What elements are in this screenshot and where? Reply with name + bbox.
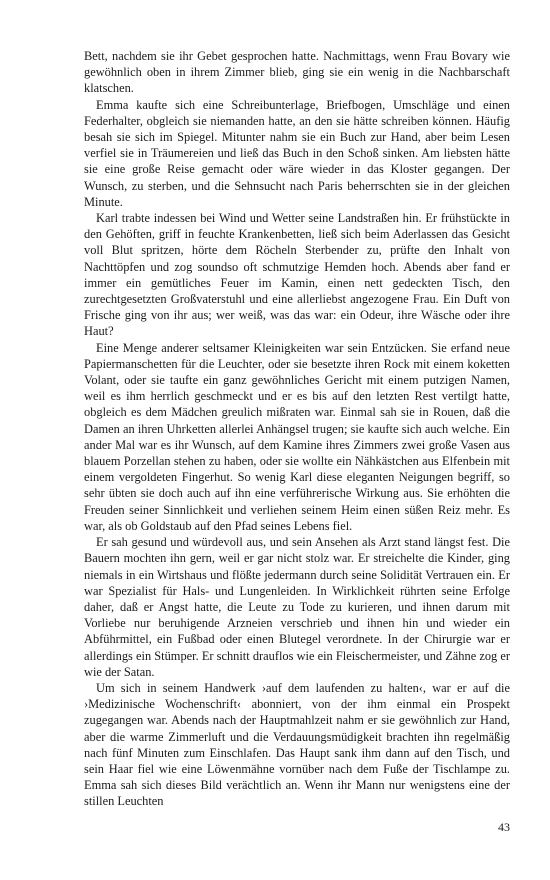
paragraph: Karl trabte indessen bei Wind und Wetter seine Landstraßen hin. Er frühstückte in den Gehöften, griff in feuchte Krankenbetten, ließ sich beim Aderlassen das Gesicht voll Blut spritzen, hörte dem Röcheln Sterbender zu, prüfte den Inhalt von Nachttöpfen und zog soundso oft schmutzige Hemden hoch. Abends aber fand er immer ein gemütliches Feuer im Kamin, einen nett gedeckten Tisch, den zurechtgesetzten Großvaterstuhl und eine allerliebst angezogene Frau. Ein Duft von Frische ging von ihr aus; wer weiß, was das war: ein Odeur, ihre Wäsche oder ihre Haut? (84, 211, 510, 339)
paragraph: Er sah gesund und würdevoll aus, und sein Ansehen als Arzt stand längst fest. Die Bauern mochten ihn gern, weil er gar nicht stolz war. Er streichelte die Kinder, ging niemals in ein Wirtshaus und flößte jedermann durch seine Solidität Vertrauen ein. Er war Spezialist für Hals- und Lungenleiden. In Wirklichkeit rührten seine Erfolge daher, daß er Angst hatte, die Leute zu Tode zu kurieren, und ihnen darum mit Vorliebe nur beruhigende Arzneien verschrieb und ihnen hin und wieder ein Abführmittel, ein Fußbad oder einen Blutegel verordnete. In der Chirurgie war er allerdings ein Stümper. Er schnitt drauflos wie ein Fleischermeister, und Zähne zog er wie der Satan. (84, 535, 510, 679)
paragraph: Emma kaufte sich eine Schreibunterlage, Briefbogen, Umschläge und einen Federhalter, obgleich sie niemanden hatte, an den sie hätte schreiben können. Häufig besah sie sich im Spiegel. Mitunter nahm sie ein Buch zur Hand, aber beim Lesen verfiel sie in Träumereien und ließ das Buch in den Schoß sinken. Am liebsten hätte sie eine große Reise gemacht oder wäre wieder in das Kloster gegangen. Der Wunsch, zu sterben, und die Sehnsucht nach Paris beherrschten sie in der gleichen Minute. (84, 97, 510, 209)
paragraph: Um sich in seinem Handwerk ›auf dem laufenden zu halten‹, war er auf die ›Medizinische Wochenschrift‹ abonniert, von der ihm einmal ein Prospekt zugegangen war. Abends nach der Hauptmahlzeit nahm er sie gewöhnlich zur Hand, aber die warme Zimmerluft und die Verdauungsmüdigkeit brachten ihn regelmäßig nach fünf Minuten zum Einschlafen. Das Haupt sank ihm dann auf den Tisch, und sein Haar fiel wie eine Löwenmähne vornüber nach dem Fuße der Tischlampe zu. Emma sah sich dieses Bild verächtlich an. Wenn ihr Mann nur wenigstens eine der stillen Leuchten (84, 680, 510, 809)
paragraph: Eine Menge anderer seltsamer Kleinigkeiten war sein Entzücken. Sie erfand neue Papiermanschetten für die Leuchter, oder sie besetzte ihren Rock mit einem koketten Volant, oder sie taufte ein ganz gewöhnliches Gericht mit einem putzigen Namen, weil es ihm herrlich geschmeckt und er es bis auf den letzten Rest vertilgt hatte, obgleich es dem Mädchen greulich mißraten war. Einmal sah sie in Rouen, daß die Damen an ihren Uhrketten allerlei Anhängsel trugen; sie kaufte sich auch welche. Ein ander Mal war es ihr Wunsch, auf dem Kamine ihres Zimmers zwei große Vasen aus blauem Porzellan stehen zu haben, oder sie wollte ein Nähkästchen aus Elfenbein mit einem vergoldeten Fingerhut. So wenig Karl diese eleganten Neigungen begriff, so sehr übten sie doch auch auf ihn eine verführerische Wirkung aus. Sie erhöhten die Freuden seiner Sinnlichkeit und verliehen seinem Heim einen süßen Reiz mehr. Es war, als ob Goldstaub auf den Pfad seines Lebens fiel. (84, 340, 510, 533)
paragraph: Bett, nachdem sie ihr Gebet gesprochen hatte. Nachmittags, wenn Frau Bovary wie gewöhnlich oben in ihrem Zimmer blieb, ging sie ein wenig in die Nachbarschaft klatschen. (84, 49, 510, 96)
page-body (84, 48, 510, 810)
page-number: 43 (498, 820, 510, 834)
